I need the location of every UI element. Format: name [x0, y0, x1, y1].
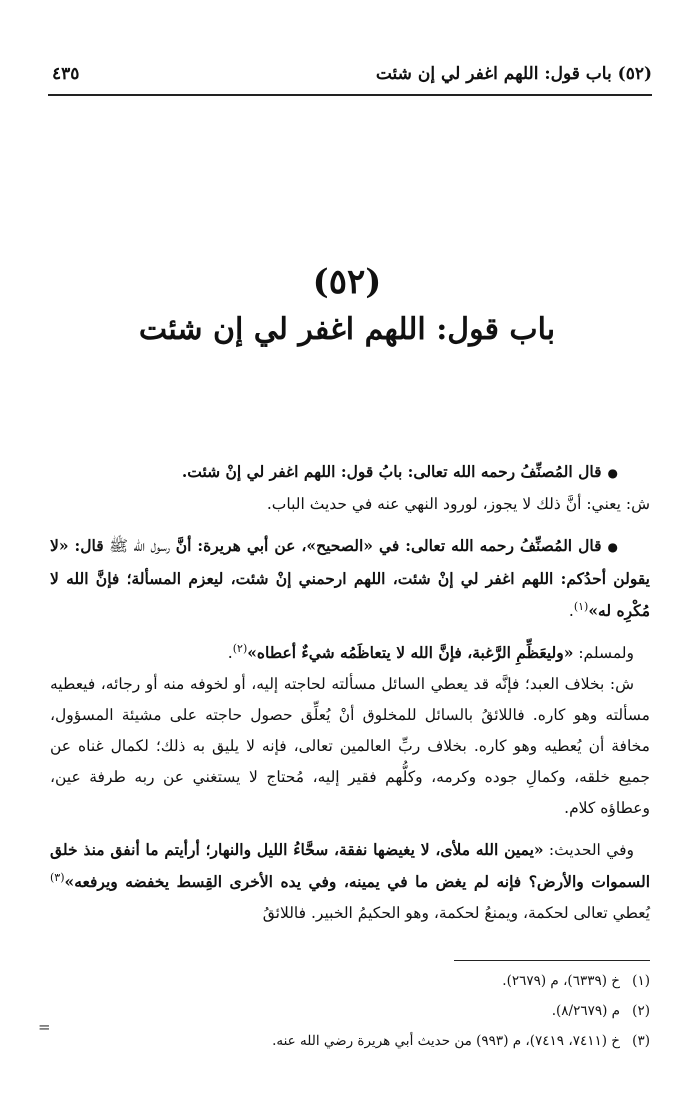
footnote-2 [50, 996, 650, 1026]
continuation-mark: = [38, 1018, 51, 1036]
hadith-text: «وليعَظِّمِ الرَّغبة، فإنَّ الله لا يتعاظَمُه شيءٌ أعطاه» [247, 643, 574, 662]
footnote-text: خ (٧٤١١، ٧٤١٩)، م (٩٩٣) من حديث أبي هريرة رضي الله عنه. [272, 1033, 620, 1049]
sentence-end: . [568, 602, 574, 620]
running-header [48, 64, 652, 96]
chapter-number: (٥٢) [312, 262, 382, 302]
prophet-mention: رسول الله ﷺ [109, 537, 171, 555]
footnotes [50, 966, 650, 1056]
paragraph-hadith-yamin [50, 834, 650, 929]
paragraph-commentary [50, 489, 650, 520]
footnote-ref-3[interactable]: (٣) [50, 870, 65, 884]
sentence-end: . [227, 644, 233, 662]
footnote-ref-1[interactable]: (١) [573, 599, 589, 613]
footnote-text: خ (٦٣٣٩)، م (٢٦٧٩). [502, 973, 620, 989]
explanation-text: يُعطي تعالى لحكمة، ويمنعُ لحكمة، وهو الحكيمُ الخبير. فاللائقُ [262, 904, 650, 922]
author-quote: قال المُصنِّفُ رحمه الله تعالى: في «الصحيح»، عن أبي هريرة: أنَّ [175, 536, 602, 555]
commentary-text: ش: يعني: أنَّ ذلك لا يجوز، لورود النهي عنه في حديث الباب. [266, 495, 650, 513]
bullet-icon: ● [607, 466, 618, 480]
paragraph-muslim [50, 637, 650, 669]
paragraph-explanation [50, 669, 650, 824]
footnote-text: م (٨/٢٦٧٩). [551, 1003, 620, 1019]
bullet-icon: ● [607, 540, 618, 554]
paragraph-author-heading [50, 456, 650, 489]
chapter-title: باب قول: اللهم اغفر لي إن شئت [138, 312, 556, 347]
muslim-intro: ولمسلم: [578, 644, 634, 662]
hadith-text: قال: «لا يقولن أحدُكم: اللهم اغفر لي إنْ شئت، اللهم ارحمني إنْ شئت، ليعزم المسألة؛ فإنَّ الله لا مُكْرِه له» [50, 536, 650, 620]
page-number: ٤٣٥ [52, 64, 80, 84]
footnote-ref-2[interactable]: (٢) [232, 641, 248, 655]
body-text [50, 456, 650, 929]
explanation-text: ش: بخلاف العبد؛ فإنَّه قد يعطي السائل مسألته لحاجته إليه، أو لخوفه منه أو رجائه، فيعطيه مسألته وهو كاره. فاللائقُ بالسائل للمخلوق أنْ يُعلِّق حصول حاجته على مشيئة المسؤول، مخافة أن يُعطيه وهو كاره. بخلاف ربِّ العالمين تعالى، فإنه لا يليق به ذلك؛ لكمال غناه عن جميع خلقه، وكمالِ جوده وكرمه، وكلُّهم فقير إليه، مُحتاج لا يستغني عن ربه طرفة عين، وعطاؤه كلام. [50, 675, 650, 817]
hadith-intro: وفي الحديث: [548, 841, 634, 859]
footnote-number: (٣) [632, 1033, 650, 1049]
paragraph-hadith [50, 530, 650, 627]
running-header-title: (٥٢) باب قول: اللهم اغفر لي إن شئت [375, 64, 652, 84]
footnote-divider [454, 960, 650, 961]
footnote-number: (٢) [632, 1003, 650, 1019]
footnote-3 [50, 1026, 650, 1056]
footnote-number: (١) [632, 973, 650, 989]
hadith-text: «يمين الله ملأى، لا يغيضها نفقة، سحَّاءُ الليل والنهار؛ أرأيتم ما أنفق منذ خلق السموات والأرض؟ فإنه لم يغض ما في يمينه، وفي يده الأخرى القِسط يخفضه ويرفعه» [50, 840, 650, 891]
author-quote: قال المُصنِّفُ رحمه الله تعالى: بابُ قول: اللهم اغفر لي إنْ شئت. [181, 462, 602, 481]
footnote-1 [50, 966, 650, 996]
